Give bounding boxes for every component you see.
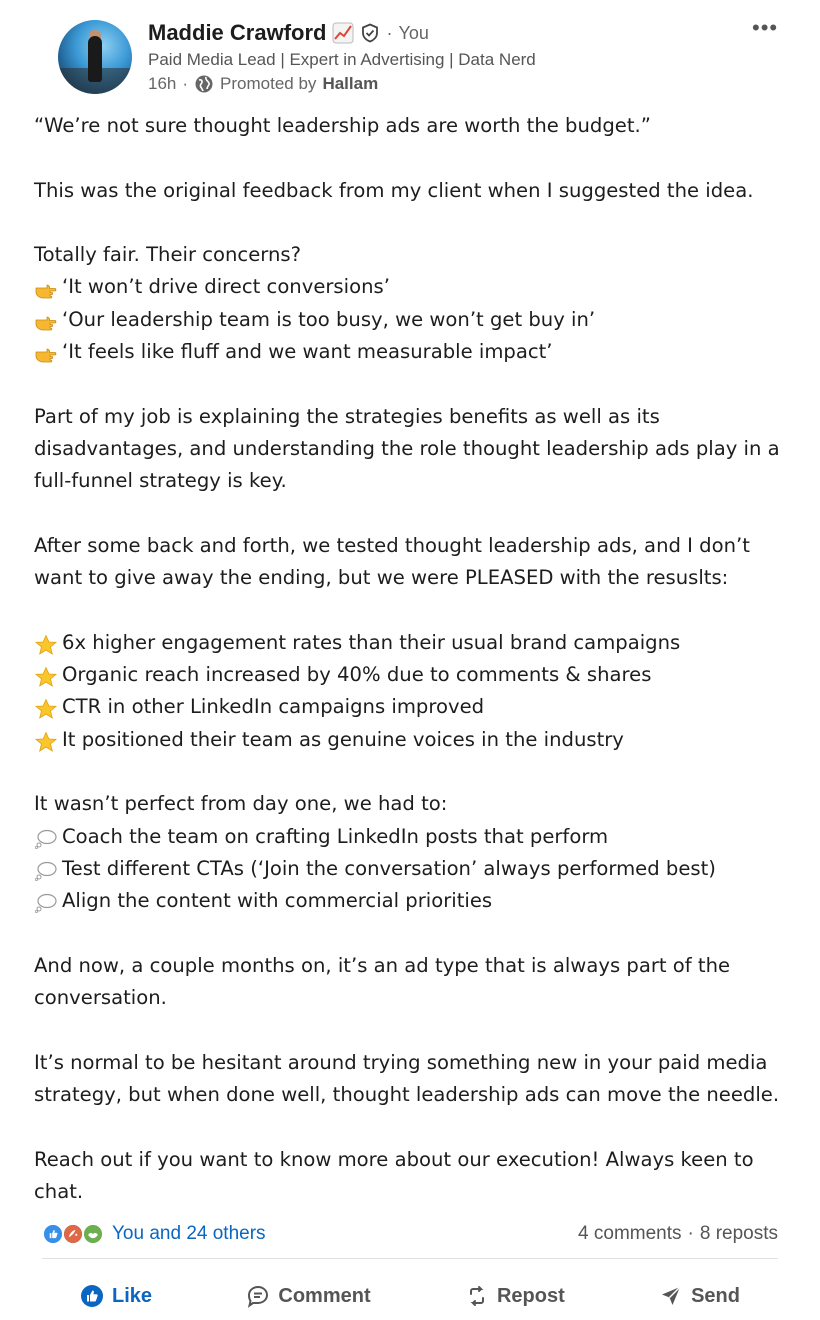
post-line-text: Coach the team on crafting LinkedIn posts that perform (62, 824, 609, 848)
reactions-summary[interactable] (42, 1222, 266, 1246)
post-line (34, 175, 794, 207)
post-line (34, 1176, 794, 1208)
repost-icon (465, 1284, 489, 1308)
promoted-prefix: Promoted by (220, 74, 317, 93)
send-button[interactable] (621, 1278, 778, 1314)
post-line-text: want to give away the ending, but we were PLEASED with the resuslts: (34, 566, 729, 590)
comments-count[interactable]: 4 comments (578, 1223, 682, 1244)
celebrate-reaction-icon (62, 1223, 84, 1245)
like-button[interactable] (42, 1278, 190, 1314)
like-reaction-icon (42, 1223, 64, 1245)
post-line-text: Test different CTAs (‘Join the conversation’ always performed best) (62, 856, 716, 880)
post-line-text: Reach out if you want to know more about our execution! Always keen to (34, 1147, 754, 1171)
social-counts-bar (42, 1216, 778, 1252)
thought-bubble-icon (34, 859, 58, 879)
star-icon (34, 665, 58, 685)
post-line (34, 659, 794, 691)
verified-shield-icon (360, 23, 380, 43)
blank-line (34, 498, 794, 530)
post-line-text: “We’re not sure thought leadership ads are worth the budget.” (34, 114, 651, 137)
post-line (34, 465, 794, 497)
reaction-icons (42, 1222, 106, 1246)
post-line-text: conversation. (34, 986, 167, 1010)
post-line (34, 401, 794, 433)
blank-line (34, 594, 794, 626)
post-line (34, 562, 794, 594)
post-line (34, 1047, 794, 1079)
post-meta (148, 74, 378, 94)
pointing-hand-icon (34, 310, 58, 330)
avatar[interactable] (58, 20, 132, 94)
chart-increasing-icon (332, 22, 354, 44)
meta-separator: · (182, 74, 189, 93)
post-line (34, 788, 794, 820)
reactions-text: You and 24 others (112, 1223, 266, 1244)
reposts-count[interactable]: 8 reposts (699, 1223, 778, 1244)
star-icon (34, 697, 58, 717)
post-line (34, 530, 794, 562)
post-header (58, 15, 798, 98)
post-line-text: Totally fair. Their concerns? (34, 243, 302, 267)
post-line-text: This was the original feedback from my client when I suggested the idea. (34, 178, 754, 202)
post-line-text: strategy, but when done well, thought leadership ads can move the needle. (34, 1082, 780, 1106)
blank-line (34, 756, 794, 788)
counts-separator: · (687, 1223, 694, 1244)
post-line (34, 627, 794, 659)
repost-label: Repost (496, 1284, 565, 1307)
post-actions (42, 1272, 778, 1320)
post-line (34, 110, 794, 142)
post-line-text: And now, a couple months on, it’s an ad type that is always part of the (34, 953, 731, 977)
post-line (34, 885, 794, 917)
pointing-hand-icon (34, 342, 58, 362)
post-line (34, 1144, 794, 1176)
thought-bubble-icon (34, 827, 58, 847)
post-line (34, 724, 794, 756)
blank-line (34, 917, 794, 949)
globe-icon (194, 74, 214, 94)
post-line-text: Align the content with commercial priorities (62, 889, 493, 913)
blank-line (34, 142, 794, 174)
post-line-text: It positioned their team as genuine voices in the industry (62, 727, 624, 751)
star-icon (34, 730, 58, 750)
post-body (34, 110, 794, 1208)
post-line-text: After some back and forth, we tested thought leadership ads, and I don’t (34, 533, 750, 557)
post-line (34, 239, 794, 271)
blank-line (34, 207, 794, 239)
star-icon (34, 633, 58, 653)
post-time: 16h (148, 74, 177, 93)
post-line-text: ‘Our leadership team is too busy, we won’t get buy in’ (62, 307, 596, 331)
comment-label: Comment (278, 1284, 371, 1307)
post-line (34, 691, 794, 723)
post-line-text: disadvantages, and understanding the role thought leadership ads play in a (34, 436, 780, 460)
blank-line (34, 1111, 794, 1143)
post-line-text: Organic reach increased by 40% due to comments & shares (62, 663, 652, 687)
pointing-hand-icon (34, 278, 58, 298)
post-line-text: CTR in other LinkedIn campaigns improved (62, 695, 485, 719)
post-line (34, 304, 794, 336)
author-headline: Paid Media Lead | Expert in Advertising | Data Nerd (148, 50, 536, 69)
like-icon (80, 1284, 104, 1308)
promoter-name[interactable]: Hallam (322, 74, 379, 93)
comment-icon (246, 1284, 270, 1308)
send-label: Send (691, 1284, 740, 1307)
post-line-text: It’s normal to be hesitant around trying something new in your paid media (34, 1050, 768, 1074)
post-line-text: ‘It won’t drive direct conversions’ (62, 275, 390, 299)
post-line (34, 271, 794, 303)
comment-button[interactable] (208, 1278, 408, 1314)
repost-button[interactable] (427, 1278, 603, 1314)
engagement-counts (578, 1223, 778, 1245)
post-line (34, 433, 794, 465)
author-name-line (148, 20, 429, 46)
post-line (34, 950, 794, 982)
support-reaction-icon (82, 1223, 104, 1245)
avatar-figure (88, 36, 102, 82)
post-line (34, 853, 794, 885)
author-name[interactable]: Maddie Crawford (148, 20, 327, 45)
post-line (34, 1079, 794, 1111)
post-line-text: full-funnel strategy is key. (34, 469, 287, 493)
post-line-text: 6x higher engagement rates than their usual brand campaigns (62, 630, 681, 654)
name-separator: · (386, 22, 393, 43)
blank-line (34, 1014, 794, 1046)
relation-label: You (398, 22, 429, 43)
more-options-icon[interactable]: ••• (752, 15, 779, 40)
post-line-text: ‘It feels like fluff and we want measurable impact’ (62, 340, 553, 364)
post-line-text: It wasn’t perfect from day one, we had to: (34, 792, 448, 816)
post-line-text: chat. (34, 1179, 84, 1203)
send-icon (659, 1284, 683, 1308)
post-line (34, 982, 794, 1014)
like-label: Like (112, 1284, 153, 1307)
divider (42, 1258, 778, 1259)
post-line-text: Part of my job is explaining the strategies benefits as well as its (34, 404, 660, 428)
post-line (34, 336, 794, 368)
blank-line (34, 368, 794, 400)
post-line (34, 821, 794, 853)
thought-bubble-icon (34, 891, 58, 911)
